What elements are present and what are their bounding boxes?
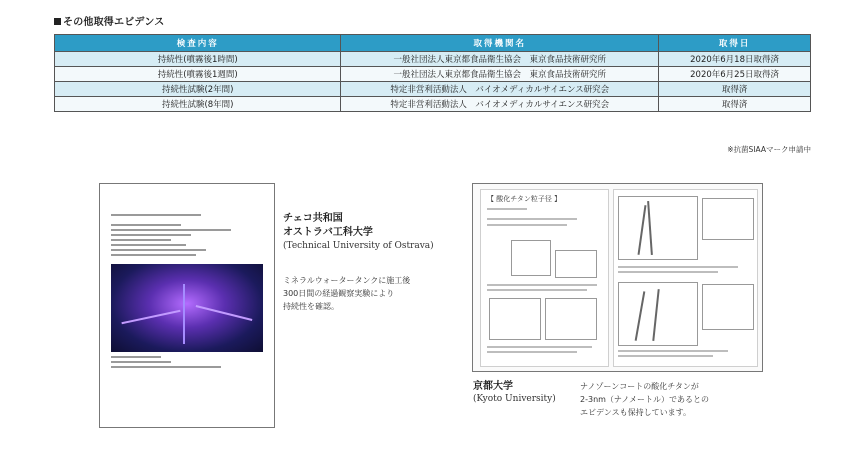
- cell-test: 持続性試験(8年間): [55, 97, 341, 112]
- tank-photo: [111, 264, 263, 352]
- header-test: 検査内容: [55, 35, 341, 52]
- size-distribution-plot: [618, 196, 698, 260]
- university-name: 京都大学: [473, 381, 513, 392]
- cell-test: 持続性試験(2年間): [55, 82, 341, 97]
- size-distribution-plot: [618, 282, 698, 346]
- ostrava-org: [283, 212, 434, 253]
- kyoto-description: ナノゾーンコートの酸化チタンが 2-3nm（ナノメートル）であるとの エビデンスも保持しています。: [580, 382, 710, 417]
- table-row: [55, 67, 811, 82]
- square-bullet-icon: [54, 18, 61, 25]
- table-header-row: [55, 35, 811, 52]
- cell-test: 持続性(噴霧後1時間): [55, 52, 341, 67]
- header-org: 取得機関名: [341, 35, 659, 52]
- cell-date: 取得済: [659, 97, 811, 112]
- siaa-note: ※抗菌SIAAマーク申請中: [727, 145, 811, 154]
- university-name: オストラバ工科大学: [283, 227, 373, 238]
- kyoto-document-image: [472, 183, 763, 372]
- ostrava-description: ミネラルウォータータンクに施工後 300日間の経過観察実験により 持続性を確認。: [283, 276, 411, 311]
- table-row: [55, 97, 811, 112]
- cell-date: 2020年6月18日取得済: [659, 52, 811, 67]
- header-date: 取得日: [659, 35, 811, 52]
- country-name: チェコ共和国: [283, 213, 343, 224]
- kyoto-org: [473, 380, 556, 405]
- document-page: [613, 189, 758, 367]
- cell-org: 一般社団法人東京都食品衛生協会 東京食品技術研究所: [341, 52, 659, 67]
- evidence-table: [54, 34, 811, 112]
- document-page: [480, 189, 609, 367]
- cell-org: 特定非営利活動法人 バイオメディカルサイエンス研究会: [341, 82, 659, 97]
- document-title: 【 酸化チタン粒子径 】: [487, 195, 562, 203]
- section-title: その他取得エビデンス: [54, 13, 165, 28]
- cell-date: 2020年6月25日取得済: [659, 67, 811, 82]
- cell-test: 持続性(噴霧後1週間): [55, 67, 341, 82]
- cell-date: 取得済: [659, 82, 811, 97]
- ostrava-document-image: [99, 183, 275, 428]
- table-row: [55, 52, 811, 67]
- table-row: [55, 82, 811, 97]
- cell-org: 特定非営利活動法人 バイオメディカルサイエンス研究会: [341, 97, 659, 112]
- cell-org: 一般社団法人東京都食品衛生協会 東京食品技術研究所: [341, 67, 659, 82]
- university-name-en: (Technical University of Ostrava): [283, 241, 434, 251]
- university-name-en: (Kyoto University): [473, 394, 556, 404]
